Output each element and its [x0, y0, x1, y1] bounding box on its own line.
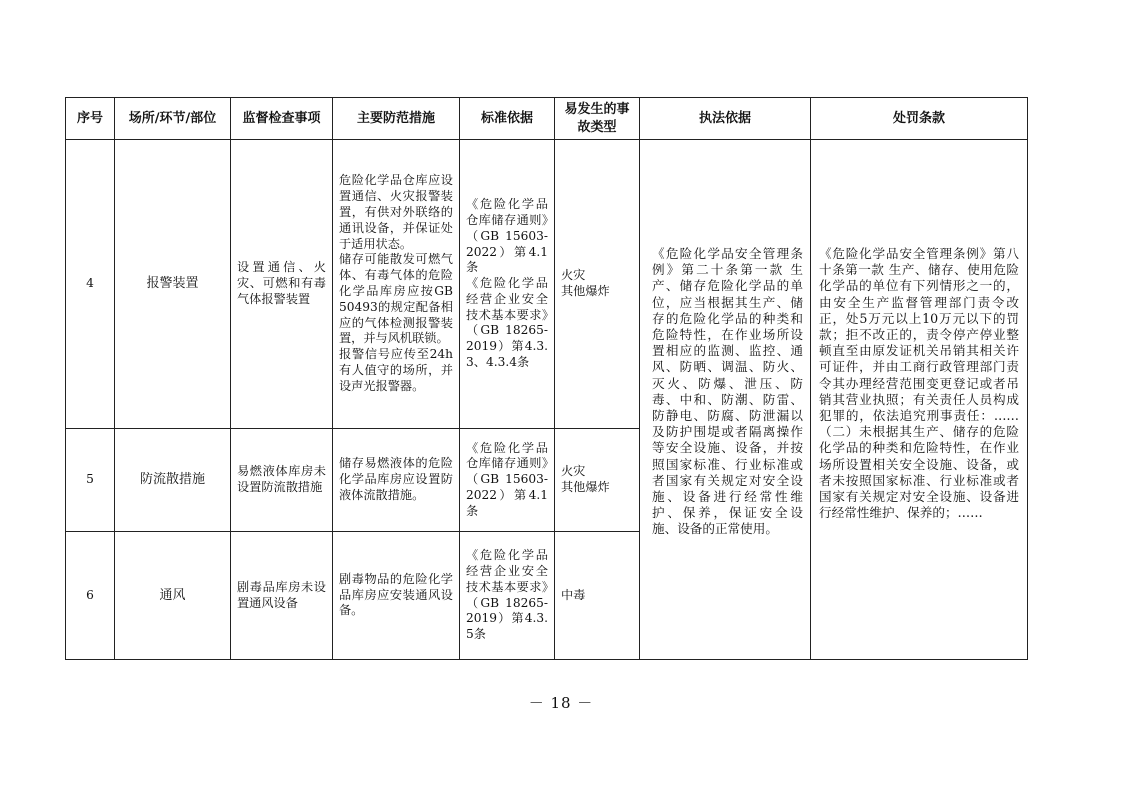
header-law: 执法依据: [640, 98, 811, 140]
row-seq: 5: [66, 429, 115, 532]
row-seq: 4: [66, 140, 115, 429]
law-cell: [640, 140, 811, 660]
row-measures: 危险化学品仓库应设置通信、火灾报警装置，有供对外联络的通讯设备，并保证处于适用状态。 储存可能散发可燃气体、有毒气体的危险化学品库房应按GB 50493的规定配备相应的气体检测报警装置，并与风机联锁。 报警信号应传至24h有人值守的场所，并设声光报警器。: [333, 140, 460, 429]
inspection-table: [65, 97, 1028, 660]
law-text: 《危险化学品安全管理条例》第二十条第一款 生产、储存危险化学品的单位，应当根据其生产、储存的危险化学品的种类和危险特性，在作业场所设置相应的监测、监控、通风、防晒、调温、防火、灭火、防爆、泄压、防毒、中和、防潮、防雷、防静电、防腐、防泄漏以及防护围堤或者隔离操作等安全设施、设备，并按照国家标准、行业标准或者国家有关规定对安全设施、设备进行经常性维护、保养，保证安全设施、设备的正常使用。: [652, 246, 803, 537]
row-accident: 中毒: [555, 532, 640, 660]
row-item: 设置通信、火灾、可燃和有毒气体报警装置: [231, 140, 333, 429]
header-penalty: 处罚条款: [811, 98, 1028, 140]
header-item: 监督检查事项: [231, 98, 333, 140]
row-accident: 火灾 其他爆炸: [555, 429, 640, 532]
table-row: [66, 140, 1028, 429]
header-place: 场所/环节/部位: [115, 98, 231, 140]
row-place: 报警装置: [115, 140, 231, 429]
row-item: 剧毒品库房未设置通风设备: [231, 532, 333, 660]
header-row: [66, 98, 1028, 140]
penalty-text: 《危险化学品安全管理条例》第八十条第一款 生产、储存、使用危险化学品的单位有下列情形之一的，由安全生产监督管理部门责令改正，处5万元以上10万元以下的罚款；拒不改正的，责令停产停业整顿直至由原发证机关吊销其相关许可证件，并由工商行政管理部门责令其办理经营范围变更登记或者吊销其营业执照；有关责任人员构成犯罪的，依法追究刑事责任：……（二）未根据其生产、储存的危险化学品的种类和危险特性，在作业场所设置相关安全设施、设备，或者未按照国家标准、行业标准或者国家有关规定对安全设施、设备进行经常性维护、保养的；……: [819, 246, 1019, 521]
row-place: 通风: [115, 532, 231, 660]
row-measures: 储存易燃液体的危险化学品库房应设置防液体流散措施。: [333, 429, 460, 532]
page-number: － 18 －: [528, 694, 594, 712]
row-measures: 剧毒物品的危险化学品库房应安装通风设备。: [333, 532, 460, 660]
header-standard: 标准依据: [460, 98, 555, 140]
header-accident: [555, 98, 640, 140]
header-accident-text: 易发生的事故类型: [564, 101, 630, 135]
header-seq: 序号: [66, 98, 115, 140]
row-standard: 《危险化学品仓库储存通则》（GB 15603-2022）第4.1条: [460, 429, 555, 532]
row-item: 易燃液体库房未设置防流散措施: [231, 429, 333, 532]
header-measures: 主要防范措施: [333, 98, 460, 140]
row-standard: 《危险化学品仓库储存通则》（GB 15603-2022）第4.1条 《危险化学品经营企业安全技术基本要求》（GB 18265-2019）第4.3.3、4.3.4条: [460, 140, 555, 429]
row-accident: 火灾 其他爆炸: [555, 140, 640, 429]
row-seq: 6: [66, 532, 115, 660]
row-standard: 《危险化学品经营企业安全技术基本要求》（GB 18265-2019）第4.3.5条: [460, 532, 555, 660]
penalty-cell: [811, 140, 1028, 660]
row-place: 防流散措施: [115, 429, 231, 532]
